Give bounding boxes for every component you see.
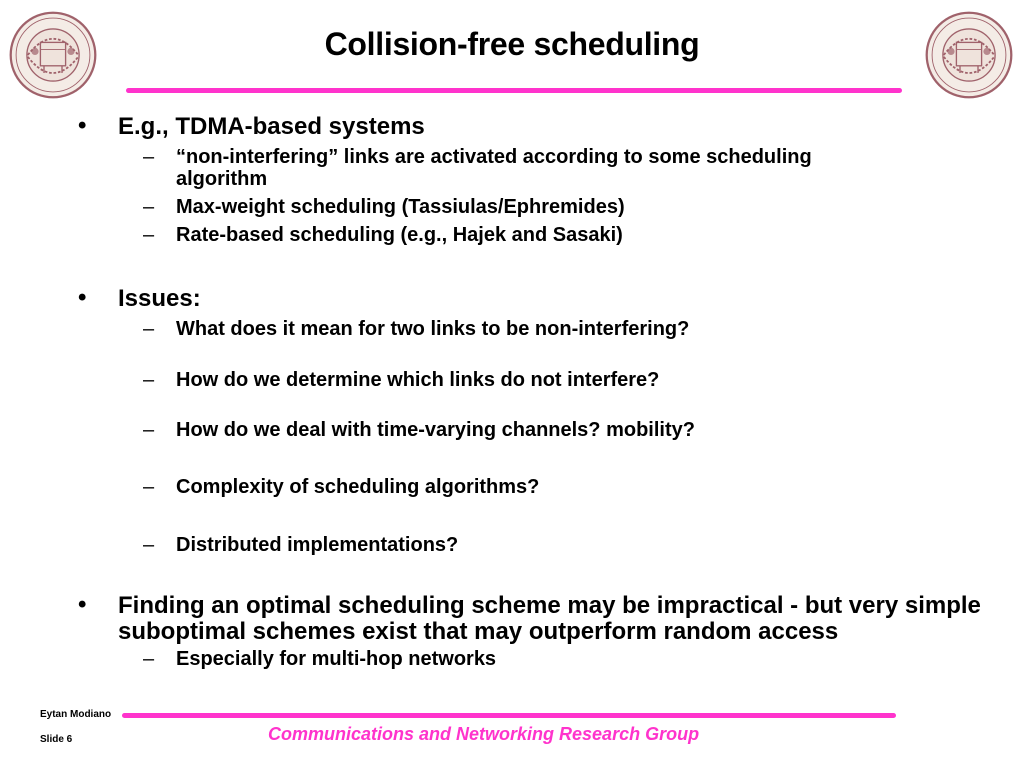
bullet-2-sub-4: Complexity of scheduling algorithms? xyxy=(176,476,540,498)
bullet-1-sub-3: Rate-based scheduling (e.g., Hajek and Sasaki) xyxy=(176,224,623,246)
slide-number: Slide 6 xyxy=(40,734,73,745)
bullet-icon: • xyxy=(78,112,87,139)
bullet-3-text: Finding an optimal scheduling scheme may be impractical - but very simple suboptimal schemes exist that may outperform random access xyxy=(118,592,981,645)
dash-icon: – xyxy=(143,196,155,218)
bullet-2-text: Issues: xyxy=(118,285,201,312)
footer-author: Eytan Modiano xyxy=(40,709,112,720)
bullet-2-sub-3: How do we deal with time-varying channels? mobility? xyxy=(176,419,695,441)
bullet-icon: • xyxy=(78,591,87,618)
bullet-icon: • xyxy=(78,284,87,311)
bullet-1-sub-1: “non-interfering” links are activated according to some scheduling algorithm xyxy=(176,146,812,190)
dash-icon: – xyxy=(143,476,155,498)
bullet-3-sub-1: Especially for multi-hop networks xyxy=(176,648,497,670)
bullet-1-text: E.g., TDMA-based systems xyxy=(118,113,425,140)
dash-icon: – xyxy=(143,648,155,670)
dash-icon: – xyxy=(143,419,155,441)
slide-title: Collision-free scheduling xyxy=(324,26,700,62)
dash-icon: – xyxy=(143,146,155,168)
bullet-1-sub-2: Max-weight scheduling (Tassiulas/Ephremides) xyxy=(176,196,625,218)
dash-icon: – xyxy=(143,369,155,391)
bullet-2-sub-5: Distributed implementations? xyxy=(176,534,459,556)
dash-icon: – xyxy=(143,318,155,340)
bullet-2-sub-2: How do we determine which links do not interfere? xyxy=(176,369,660,391)
footer-group-name: Communications and Networking Research Group xyxy=(268,724,700,744)
bullet-2-sub-1: What does it mean for two links to be non-interfering? xyxy=(176,318,690,340)
footer-divider xyxy=(122,713,896,718)
dash-icon: – xyxy=(143,224,155,246)
dash-icon: – xyxy=(143,534,155,556)
